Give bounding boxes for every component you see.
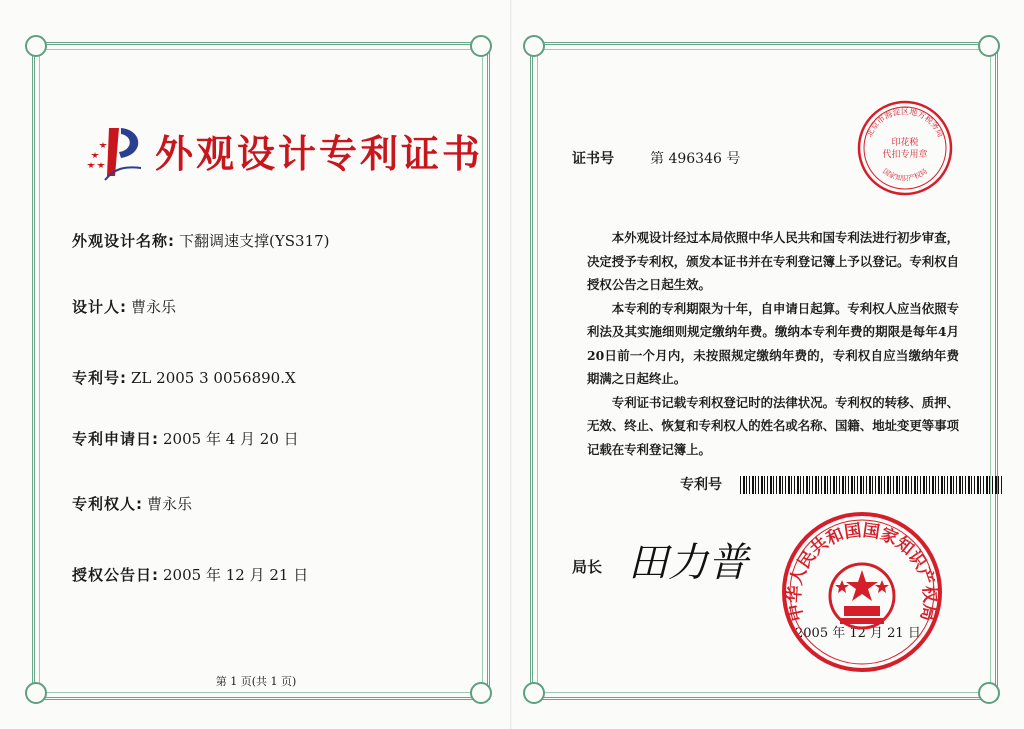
- design-name-label: 外观设计名称:: [72, 232, 175, 250]
- svg-text:国家知识产权局: [881, 166, 929, 182]
- application-date-field: [72, 428, 299, 449]
- border-corner-ornament: [25, 35, 47, 57]
- patent-number-label: 专利号:: [72, 369, 127, 387]
- border-corner-ornament: [523, 35, 545, 57]
- national-emblem-icon: [830, 564, 894, 628]
- signature-text: 田力普: [628, 540, 748, 586]
- border-corner-ornament: [523, 682, 545, 704]
- terms-paragraph: 本专利的专利期限为十年，自申请日起算。专利权人应当依照专利法及其实施细则规定缴纳年费。缴纳本专利年费的期限是每年4月20日前一个月内，未按照规定缴纳年费的，专利权自应当缴纳年费期满之日起终止。: [587, 300, 959, 386]
- border-corner-ornament: [470, 35, 492, 57]
- director-signature: [624, 532, 774, 588]
- issue-date: 2005 年 12 月 21 日: [795, 626, 921, 641]
- patent-number-field: [72, 367, 296, 388]
- certificate-right-page: [512, 0, 1024, 729]
- patent-number-value: ZL 2005 3 0056890.X: [131, 369, 296, 387]
- design-name-value: 下翻调速支撑(YS317): [179, 232, 330, 250]
- tax-stamp-seal: [855, 98, 955, 198]
- border-corner-ornament: [978, 35, 1000, 57]
- border-corner-ornament: [978, 682, 1000, 704]
- application-date-value: 2005 年 4 月 20 日: [163, 430, 299, 448]
- certificate-number-value: 第 496346 号: [650, 151, 741, 167]
- director-label: 局长: [572, 558, 603, 576]
- certificate-number-row: [572, 148, 740, 168]
- patentee-field: [72, 493, 192, 514]
- tax-stamp-inner-line-1: 印花税: [891, 138, 919, 148]
- designer-value: 曹永乐: [131, 298, 177, 316]
- grant-date-field: [72, 564, 308, 585]
- tax-stamp-outer-text: 北京市海淀区地方税务局: [864, 107, 946, 139]
- patent-number-barcode-label: 专利号: [680, 477, 722, 493]
- designer-label: 设计人:: [72, 298, 127, 316]
- patent-barcode: [740, 476, 1002, 494]
- page-number: 第 1 页(共 1 页): [215, 675, 297, 688]
- design-name-field: [72, 230, 330, 251]
- official-seal: [780, 510, 944, 674]
- grant-date-label: 授权公告日:: [72, 566, 159, 584]
- patent-office-logo-icon: [85, 118, 149, 182]
- designer-field: [72, 296, 176, 317]
- certificate-title: 外观设计专利证书: [155, 131, 484, 176]
- tax-stamp-inner-line-2: 代扣专用章: [882, 150, 928, 160]
- application-date-label: 专利申请日:: [72, 430, 159, 448]
- certificate-terms-text: [587, 226, 959, 461]
- tax-stamp-bottom-text: 国家知识产权局: [881, 167, 929, 183]
- grant-date-value: 2005 年 12 月 21 日: [163, 566, 309, 584]
- certificate-title-row: [85, 118, 483, 182]
- terms-paragraph: 本外观设计经过本局依照中华人民共和国专利法进行初步审查，决定授予专利权，颁发本证书并在专利登记簿上予以登记。专利权自授权公告之日起生效。: [587, 230, 959, 292]
- terms-paragraph: 专利证书记载专利权登记时的法律状况。专利权的转移、质押、无效、终止、恢复和专利权人的姓名或名称、国籍、地址变更等事项记载在专利登记簿上。: [587, 394, 959, 457]
- official-seal-text: 中华人民共和国国家知识产权局: [784, 520, 940, 623]
- certificate-number-label: 证书号: [572, 151, 614, 167]
- patentee-label: 专利权人:: [72, 495, 143, 513]
- patentee-value: 曹永乐: [147, 495, 193, 513]
